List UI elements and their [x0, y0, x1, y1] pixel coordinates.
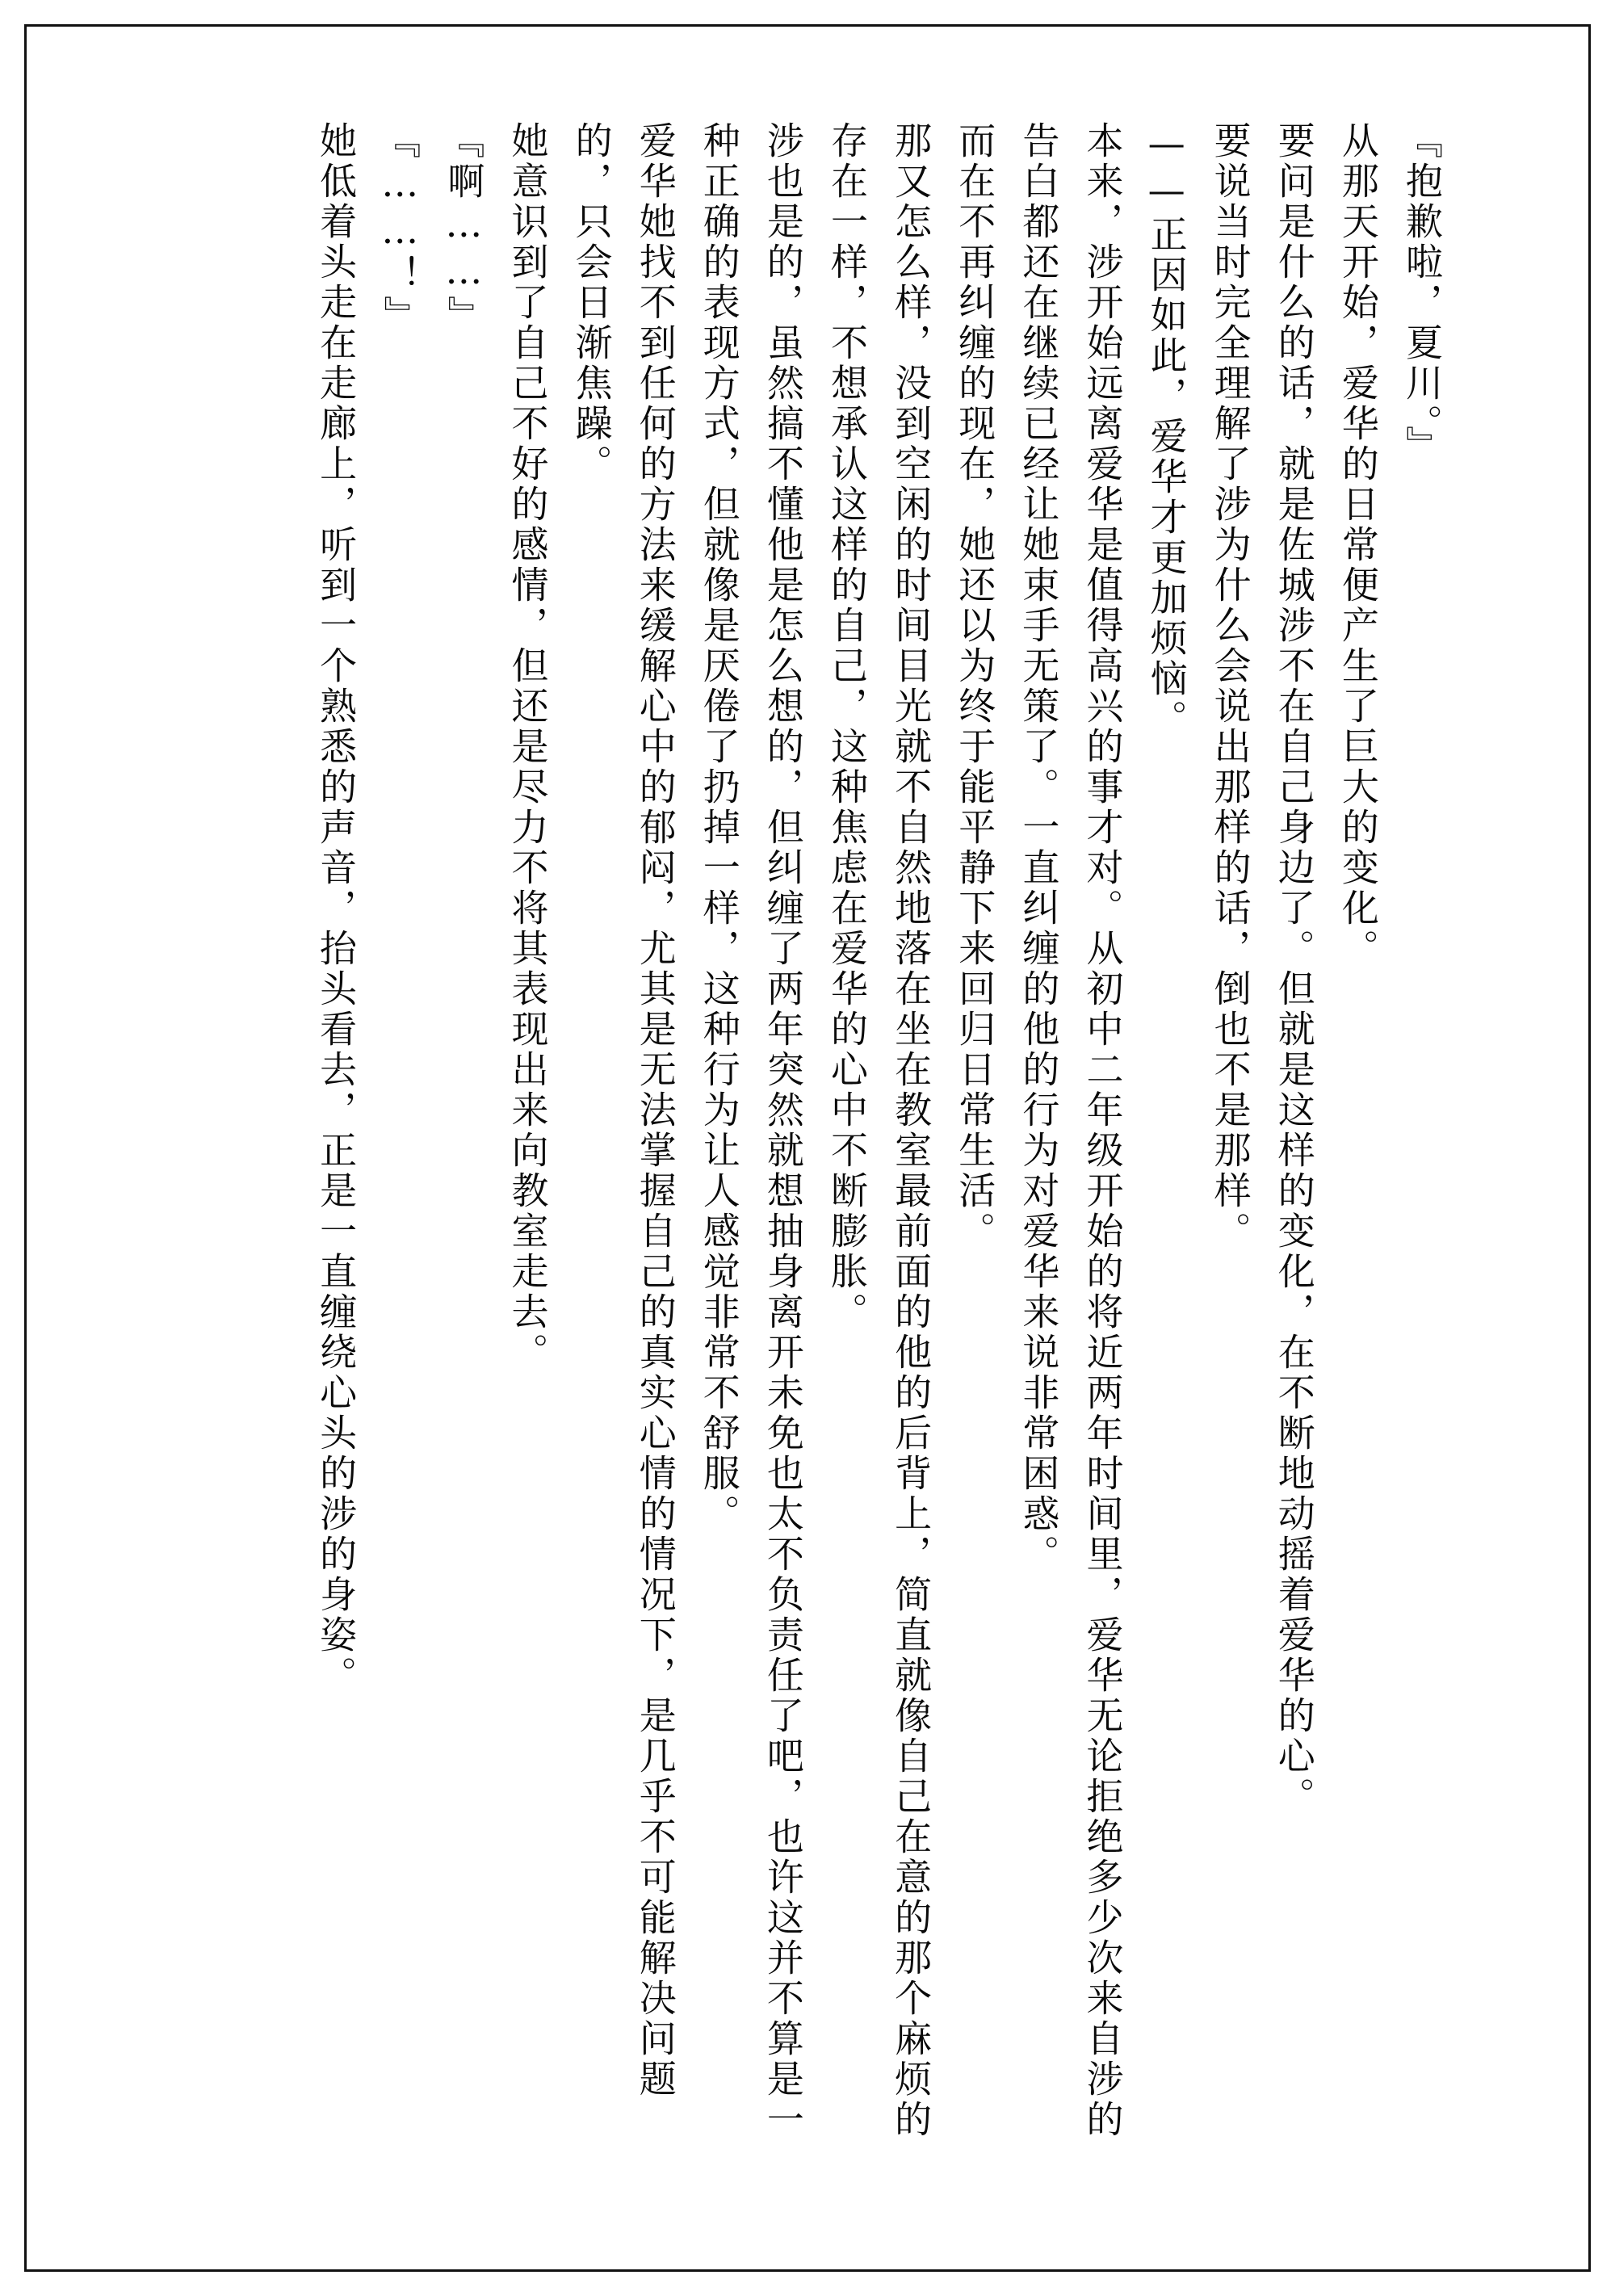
paragraph-body: 她低着头走在走廊上，听到一个熟悉的声音，抬头看去，正是一直缠绕心头的涉的身姿。 — [314, 121, 359, 1696]
paragraph-dialogue: 『啊……』 — [442, 121, 486, 336]
paragraph-body: 而在不再纠缠的现在，她还以为终于能平静下来回归日常生活。 — [953, 121, 997, 1252]
paragraph-body: 那又怎么样，没到空闲的时间目光就不自然地落在坐在教室最前面的他的后背上，简直就像自己在意的那个麻烦的存在一样，不想承认这样的自己，这种焦虑在爱华的心中不断膨胀。 — [825, 121, 933, 2140]
paragraph-body: 本来，涉开始远离爱华是值得高兴的事才对。从初中二年级开始的将近两年时间里，爱华无论拒绝多少次来自涉的告白都还在继续已经让她束手无策了。一直纠缠的他的行为对爱华来说非常困惑。 — [1017, 121, 1125, 2140]
paragraph-body: ——正因如此，爱华才更加烦恼。 — [1144, 121, 1189, 740]
paragraph-body: 涉也是的，虽然搞不懂他是怎么想的，但纠缠了两年突然就想抽身离开未免也太不负责任了吧，也许这并不算是一种正确的表现方式，但就像是厌倦了扔掉一样，这种行为让人感觉非常不舒服。 — [697, 121, 805, 2140]
paragraph-dialogue: 『……！』 — [378, 121, 422, 336]
paragraph-body: 从那天开始，爱华的日常便产生了巨大的变化。 — [1336, 121, 1380, 969]
paragraph-body: 要问是什么的话，就是佐城涉不在自己身边了。但就是这样的变化，在不断地动摇着爱华的心。 — [1272, 121, 1316, 1817]
paragraph-body: 要说当时完全理解了涉为什么会说出那样的话，倒也不是那样。 — [1208, 121, 1252, 1252]
paragraph-dialogue: 『抱歉啦，夏川。』 — [1400, 121, 1444, 466]
paragraph-body: 她意识到了自己不好的感情，但还是尽力不将其表现出来向教室走去。 — [505, 121, 550, 1373]
vertical-text-body — [73, 121, 1454, 2159]
paragraph-body: 爱华她找不到任何的方法来缓解心中的郁闷，尤其是无法掌握自己的真实心情的情况下，是几乎不可能解决问题的，只会日渐焦躁。 — [569, 121, 677, 2100]
